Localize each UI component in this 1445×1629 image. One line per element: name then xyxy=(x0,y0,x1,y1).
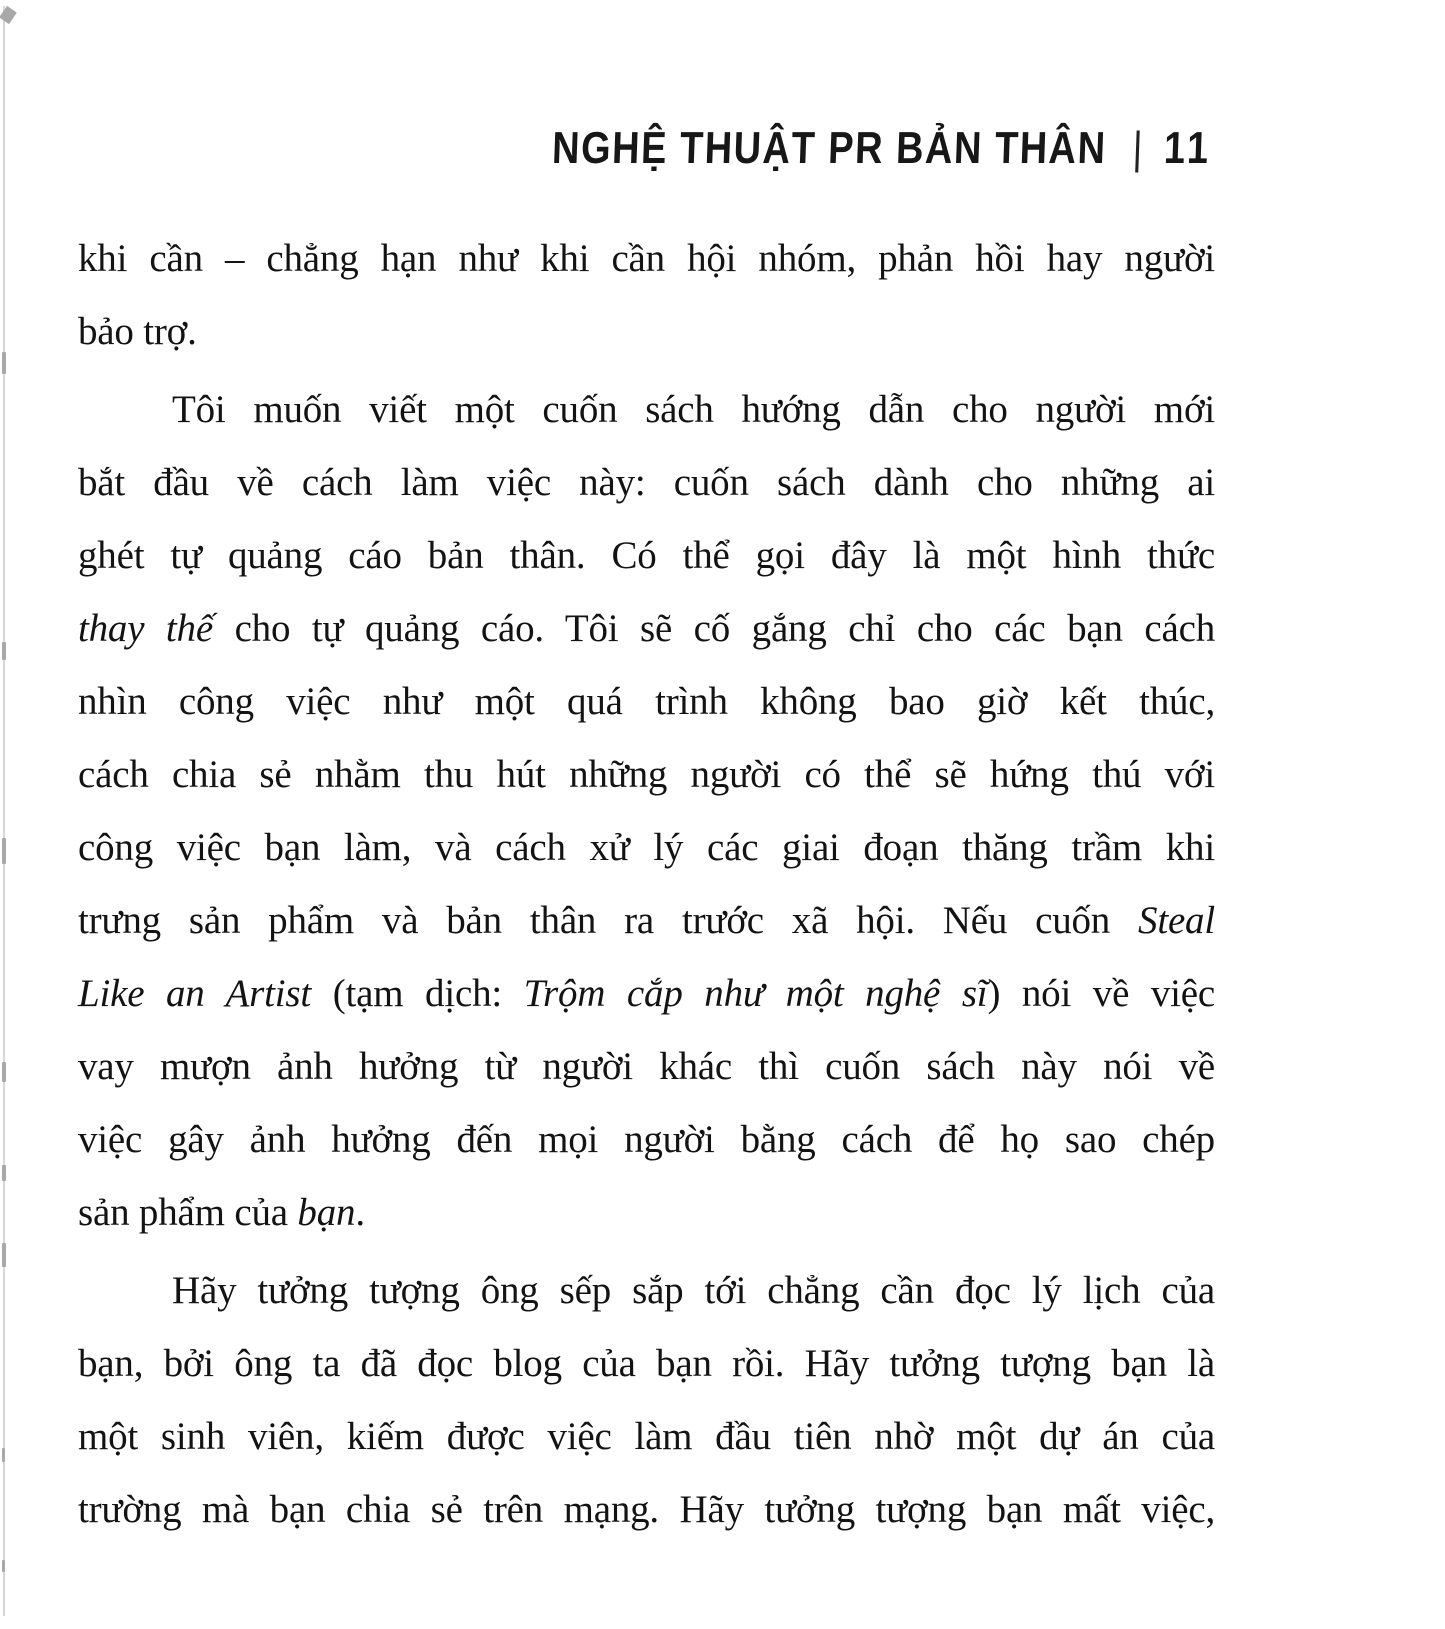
text-segment: công việc bạn làm, và cách xử lý các giai đoạn thăng trầm khi xyxy=(78,826,1215,869)
paragraph xyxy=(78,222,1215,368)
text-line xyxy=(78,373,1215,446)
text-segment: bắt đầu về cách làm việc này: cuốn sách dành cho những ai xyxy=(78,461,1215,504)
italic-text-segment: Steal xyxy=(1138,899,1215,942)
text-line xyxy=(78,1176,1215,1249)
scan-speck xyxy=(2,352,6,374)
scan-edge-artifact xyxy=(0,0,10,1629)
italic-text-segment: bạn xyxy=(297,1191,356,1234)
running-head xyxy=(551,124,1213,175)
scan-speck xyxy=(2,838,6,864)
text-line xyxy=(78,957,1215,1030)
text-line xyxy=(78,592,1215,665)
scan-speck xyxy=(2,1560,5,1572)
text-segment: bảo trợ. xyxy=(78,310,197,353)
text-line xyxy=(78,884,1215,957)
text-line xyxy=(78,1103,1215,1176)
text-segment: trường mà bạn chia sẻ trên mạng. Hãy tưởng tượng bạn mất việc, xyxy=(78,1488,1215,1531)
text-segment: sản phẩm của xyxy=(78,1191,298,1234)
text-line xyxy=(78,1254,1215,1327)
scan-speck xyxy=(2,1062,6,1082)
scan-speck xyxy=(2,1165,6,1181)
book-title: NGHỆ THUẬT PR BẢN THÂN xyxy=(551,124,1108,174)
paragraph xyxy=(78,373,1215,1249)
text-line xyxy=(78,1400,1215,1473)
text-segment: cho tự quảng cáo. Tôi sẽ cố gắng chỉ cho các bạn cách xyxy=(212,607,1215,650)
header-separator: | xyxy=(1131,124,1145,174)
paragraph xyxy=(78,1254,1215,1546)
text-line xyxy=(78,1473,1215,1546)
scan-edge-line xyxy=(3,6,5,1616)
text-segment: ghét tự quảng cáo bản thân. Có thể gọi đây là một hình thức xyxy=(78,534,1215,577)
text-line xyxy=(78,519,1215,592)
scan-speck xyxy=(2,642,6,660)
text-segment: trưng sản phẩm và bản thân ra trước xã hội. Nếu cuốn xyxy=(78,899,1139,942)
text-line xyxy=(78,446,1215,519)
text-segment: cách chia sẻ nhằm thu hút những người có thể sẽ hứng thú với xyxy=(78,753,1215,796)
text-segment: một sinh viên, kiếm được việc làm đầu tiên nhờ một dự án của xyxy=(78,1415,1215,1458)
text-segment: vay mượn ảnh hưởng từ người khác thì cuốn sách này nói về xyxy=(78,1045,1215,1088)
text-line xyxy=(78,738,1215,811)
text-line xyxy=(78,665,1215,738)
text-line xyxy=(78,811,1215,884)
scan-speck xyxy=(2,1448,5,1462)
text-line xyxy=(78,1327,1215,1400)
text-segment: Hãy tưởng tượng ông sếp sắp tới chẳng cần đọc lý lịch của xyxy=(172,1269,1215,1312)
text-segment: ) nói về việc xyxy=(987,972,1215,1015)
text-line xyxy=(78,222,1215,295)
page-body xyxy=(78,222,1215,1546)
text-segment: bạn, bởi ông ta đã đọc blog của bạn rồi. Hãy tưởng tượng bạn là xyxy=(78,1342,1215,1385)
italic-text-segment: Trộm cắp như một nghệ sĩ xyxy=(523,972,988,1015)
text-segment: khi cần – chẳng hạn như khi cần hội nhóm, phản hồi hay người xyxy=(78,237,1215,280)
text-segment: nhìn công việc như một quá trình không bao giờ kết thúc, xyxy=(78,680,1215,723)
italic-text-segment: thay thế xyxy=(78,607,213,650)
italic-text-segment: Like an Artist xyxy=(78,972,312,1015)
text-segment: (tạm dịch: xyxy=(311,972,524,1015)
text-line xyxy=(78,295,1215,368)
scan-speck xyxy=(2,1243,6,1267)
text-segment: việc gây ảnh hưởng đến mọi người bằng cách để họ sao chép xyxy=(78,1118,1215,1161)
text-segment: . xyxy=(355,1191,365,1234)
text-segment: Tôi muốn viết một cuốn sách hướng dẫn cho người mới xyxy=(172,388,1215,431)
text-line xyxy=(78,1030,1215,1103)
page-number: 11 xyxy=(1163,124,1213,174)
